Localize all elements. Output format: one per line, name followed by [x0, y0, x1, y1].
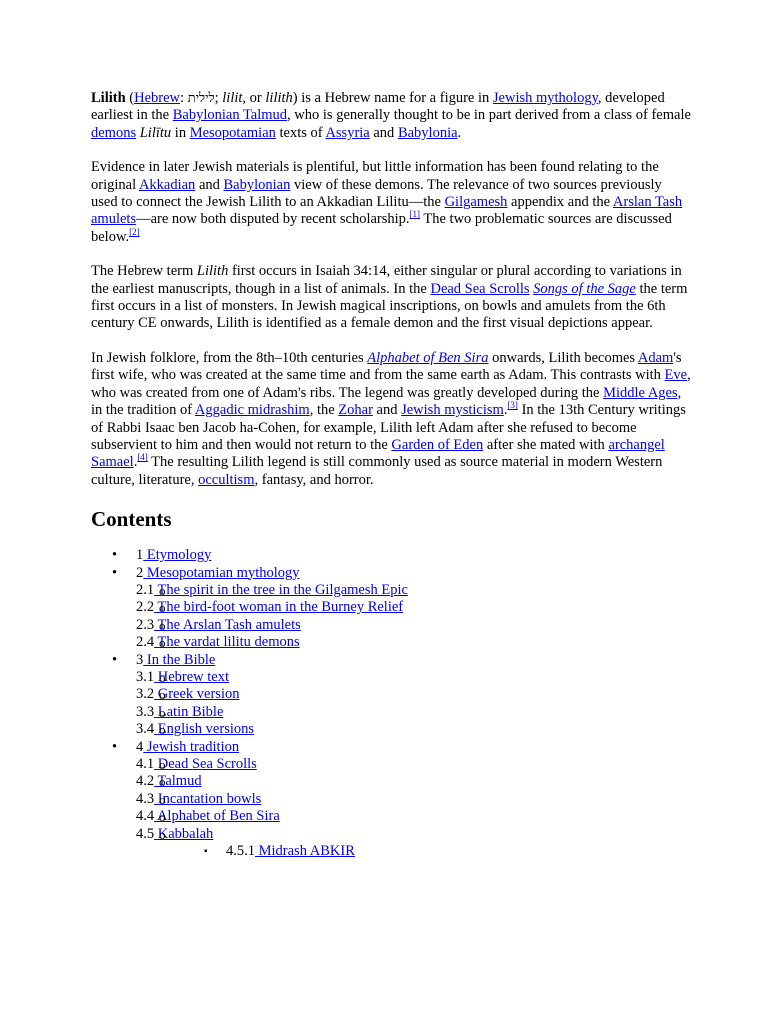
link-demons[interactable]: demons	[91, 124, 137, 141]
toc-sublist	[91, 582, 691, 652]
evidence-paragraph: Evidence in later Jewish materials is plentiful, but little information has been found relating to the original Akkadian and Babylonian view of these demons. The relevance of two sources previously used to connect the Jewish Lilith to an Akkadian Lilitu—the Gilgamesh appendix and the Arslan Tash amulets—are now both disputed by recent scholarship.[1] The two problematic sources are discussed below.[2]	[91, 159, 683, 245]
link-gilgamesh[interactable]: Gilgamesh	[444, 194, 508, 211]
link-jewish-mythology[interactable]: Jewish mythology	[492, 90, 598, 106]
link-adam[interactable]: Adam	[637, 349, 674, 366]
article-title-bold: Lilith	[91, 90, 126, 106]
toc-link-vardat-lilitu[interactable]: The vardat lilitu demons	[157, 634, 300, 651]
footnote-ref-1[interactable]: [1]	[409, 209, 421, 220]
toc-link-hebrew-text[interactable]: Hebrew text	[157, 668, 230, 685]
toc-link-jewish-tradition[interactable]: Jewish tradition	[146, 738, 240, 755]
footnote-ref-2[interactable]: [2]	[129, 226, 140, 237]
toc-link-english-versions[interactable]: English versions	[157, 721, 255, 738]
toc-item: • 3 In the Bible o 3.1 Hebrew text o 3.2 Greek version o 3.3 Latin Bible o 3.4 English versions	[91, 652, 691, 739]
link-hebrew[interactable]: Hebrew	[134, 90, 181, 106]
toc-link-mesopotamian-mythology[interactable]: Mesopotamian mythology	[146, 564, 300, 581]
link-babylonian-talmud[interactable]: Babylonian Talmud	[172, 107, 288, 124]
link-alphabet-of-ben-sira[interactable]: Alphabet of Ben Sira	[367, 349, 489, 366]
link-akkadian[interactable]: Akkadian	[138, 176, 196, 193]
toc-subitem: o 2.4 The vardat lilitu demons	[91, 634, 691, 651]
link-mesopotamian[interactable]: Mesopotamian	[189, 124, 276, 141]
toc-subsublist	[91, 843, 691, 860]
link-zohar[interactable]: Zohar	[338, 402, 373, 419]
toc-sublist	[91, 669, 691, 739]
link-babylonia[interactable]: Babylonia	[397, 124, 458, 141]
toc-subitem: o 2.1 The spirit in the tree in the Gilgamesh Epic	[91, 582, 691, 599]
toc-link-latin-bible[interactable]: Latin Bible	[157, 703, 224, 720]
link-garden-of-eden[interactable]: Garden of Eden	[391, 436, 484, 453]
toc-item: • 1 Etymology	[91, 547, 691, 564]
toc-subitem: o 2.2 The bird-foot woman in the Burney Relief	[91, 599, 691, 616]
link-aggadic-midrashim[interactable]: Aggadic midrashim	[194, 402, 310, 419]
toc-link-alphabet-of-ben-sira[interactable]: Alphabet of Ben Sira	[156, 808, 280, 825]
toc-link-talmud[interactable]: Talmud	[157, 773, 202, 790]
toc-item: • 2 Mesopotamian mythology o 2.1 The spirit in the tree in the Gilgamesh Epic o 2.2 The bird-foot woman in the Burney Relief o 2.3 The Arslan Tash amulets o 2.4 The vardat lilitu demons	[91, 565, 691, 652]
toc-subitem: o 4.4 Alphabet of Ben Sira	[91, 808, 691, 825]
toc-subitem: o 4.2 Talmud	[91, 773, 691, 790]
toc-link-greek-version[interactable]: Greek version	[157, 686, 240, 703]
toc-subitem: o 4.3 Incantation bowls	[91, 791, 691, 808]
folklore-paragraph: In Jewish folklore, from the 8th–10th centuries Alphabet of Ben Sira onwards, Lilith becomes Adam's first wife, who was created at the same time and from the same earth as Adam. This contrasts with Eve, who was created from one of Adam's ribs. The legend was greatly developed during the Middle Ages, in the tradition of Aggadic midrashim, the Zohar and Jewish mysticism.[3] In the 13th Century writings of Rabbi Isaac ben Jacob ha-Cohen, for example, Lilith left Adam after she refused to become subservient to him and then would not return to the Garden of Eden after she mated with archangel Samael.[4] The resulting Lilith legend is still commonly used as source material in modern Western culture, literature, occultism, fantasy, and horror.	[91, 349, 691, 488]
footnote-ref-4[interactable]: [4]	[137, 452, 148, 463]
toc-link-dead-sea-scrolls[interactable]: Dead Sea Scrolls	[157, 756, 257, 772]
toc-subitem: o 2.3 The Arslan Tash amulets	[91, 617, 691, 634]
toc-item: • 4 Jewish tradition o 4.1 Dead Sea Scrolls o 4.2 Talmud o 4.3 Incantation bowls o 4.4 Alphabet of Ben Sira o 4.5 Kabbalah ▪ 4.5.1 Midrash ABKIR	[91, 739, 691, 861]
table-of-contents	[91, 547, 691, 860]
toc-link-arslan-tash[interactable]: The Arslan Tash amulets	[157, 616, 301, 633]
link-middle-ages[interactable]: Middle Ages	[603, 384, 678, 401]
toc-link-incantation-bowls[interactable]: Incantation bowls	[157, 790, 262, 807]
footnote-ref-3[interactable]: [3]	[507, 400, 518, 411]
toc-link-midrash-abkir[interactable]: Midrash ABKIR	[258, 843, 355, 860]
toc-subitem: o 3.1 Hebrew text	[91, 669, 691, 686]
toc-subitem: o 3.2 Greek version	[91, 686, 691, 703]
toc-link-in-the-bible[interactable]: In the Bible	[146, 651, 216, 668]
hebrew-script: לילית	[187, 91, 215, 106]
link-jewish-mysticism[interactable]: Jewish mysticism	[401, 402, 504, 419]
toc-sublist	[91, 756, 691, 860]
toc-link-bird-foot-woman[interactable]: The bird-foot woman in the Burney Relief	[157, 599, 404, 616]
intro-paragraph: Lilith (Hebrew: לילית; lilit, or lilith) is a Hebrew name for a figure in Jewish mythology, developed earliest in the Babylonian Talmud, who is generally thought to be in part derived from a class of female demons Lilītu in Mesopotamian texts of Assyria and Babylonia.	[91, 90, 691, 141]
link-occultism[interactable]: occultism	[198, 471, 255, 488]
link-songs-of-the-sage[interactable]: Songs of the Sage	[533, 280, 636, 297]
toc-subitem: o 3.4 English versions	[91, 721, 691, 738]
toc-subitem: o 4.5 Kabbalah ▪ 4.5.1 Midrash ABKIR	[91, 826, 691, 861]
link-eve[interactable]: Eve	[664, 367, 688, 384]
link-assyria[interactable]: Assyria	[325, 124, 370, 141]
contents-heading: Contents	[91, 507, 172, 532]
link-samael[interactable]: Samael	[91, 454, 134, 471]
hebrew-term-paragraph: The Hebrew term Lilith first occurs in Isaiah 34:14, either singular or plural according to variations in the earliest manuscripts, though in a list of animals. In the Dead Sea Scrolls Songs of the Sage the term first occurs in a list of monsters. In Jewish magical inscriptions, on bowls and amulets from the 6th century CE onwards, Lilith is identified as a female demon and the first visual depictions appear.	[91, 263, 688, 332]
toc-link-etymology[interactable]: Etymology	[146, 547, 212, 564]
toc-subitem: o 3.3 Latin Bible	[91, 704, 691, 721]
toc-link-spirit-in-tree[interactable]: The spirit in the tree in the Gilgamesh Epic	[157, 581, 408, 598]
toc-link-kabbalah[interactable]: Kabbalah	[157, 825, 214, 842]
toc-subitem: o 4.1 Dead Sea Scrolls	[91, 756, 691, 773]
toc-subsubitem: ▪ 4.5.1 Midrash ABKIR	[91, 843, 691, 860]
link-arslan-tash-amulets[interactable]: Arslan Tash amulets	[91, 194, 683, 228]
article-body	[91, 90, 691, 860]
link-babylonian[interactable]: Babylonian	[223, 176, 291, 193]
link-archangel[interactable]: archangel	[608, 436, 665, 453]
link-dead-sea-scrolls[interactable]: Dead Sea Scrolls	[430, 280, 530, 297]
